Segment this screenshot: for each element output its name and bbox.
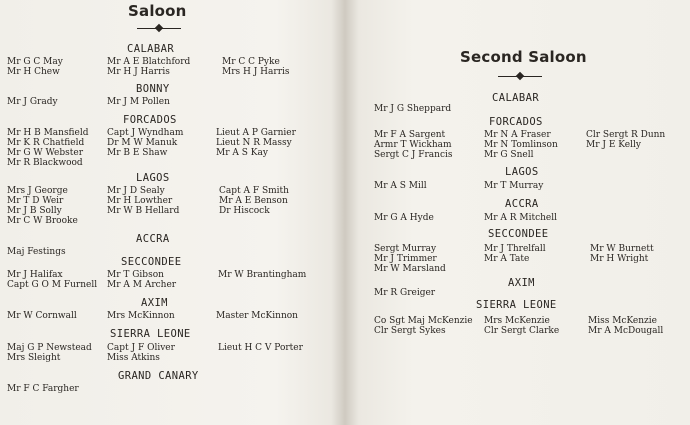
passenger-name: Mrs McKenzie xyxy=(484,316,550,326)
passenger-name: Mr A S Mill xyxy=(374,181,427,191)
passenger-name: Mr H Lowther xyxy=(107,196,173,206)
passenger-column xyxy=(222,57,290,77)
passenger-name: Mr A R Mitchell xyxy=(484,213,558,223)
passenger-name: Mr W B Hellard xyxy=(107,206,180,216)
passenger-name: Mrs Sleight xyxy=(7,353,61,363)
passenger-name: Mr W Burnett xyxy=(590,244,654,254)
passenger-column xyxy=(7,384,79,394)
passenger-column xyxy=(590,244,654,264)
passenger-column xyxy=(107,97,170,107)
passenger-name: Dr Hiscock xyxy=(219,206,270,216)
section-heading: GRAND CANARY xyxy=(118,370,199,382)
section-heading: AXIM xyxy=(508,277,535,289)
passenger-column xyxy=(107,186,179,216)
section-heading: FORCADOS xyxy=(123,114,177,126)
passenger-name: Maj Festings xyxy=(7,247,66,257)
passenger-name: Capt J F Oliver xyxy=(107,343,175,353)
passenger-column xyxy=(7,311,77,321)
passenger-name: Armr T Wickham xyxy=(374,140,452,150)
passenger-name: Miss Atkins xyxy=(107,353,160,363)
passenger-name: Lieut N R Massy xyxy=(216,138,292,148)
passenger-column xyxy=(484,181,543,191)
section-heading: SIERRA LEONE xyxy=(110,328,191,340)
section-heading: LAGOS xyxy=(136,172,170,184)
passenger-name: Mr W Marsland xyxy=(374,264,446,274)
passenger-name: Sergt C J Francis xyxy=(374,150,453,160)
passenger-name: Mr W Cornwall xyxy=(7,311,77,321)
passenger-name: Mr J B Solly xyxy=(7,206,62,216)
passenger-name: Mr A M Archer xyxy=(107,280,177,290)
section-heading: LAGOS xyxy=(505,166,539,178)
passenger-column xyxy=(107,57,190,77)
passenger-column xyxy=(484,244,546,264)
passenger-name: Mrs McKinnon xyxy=(107,311,175,321)
passenger-column xyxy=(107,343,175,363)
passenger-name: Mrs H J Harris xyxy=(222,67,290,77)
passenger-column xyxy=(7,270,97,290)
passenger-name: Capt J Wyndham xyxy=(107,128,184,138)
passenger-name: Miss McKenzie xyxy=(588,316,657,326)
passenger-name: Mr R Blackwood xyxy=(7,158,83,168)
passenger-column xyxy=(7,97,58,107)
page-title: Second Saloon xyxy=(460,48,587,66)
passenger-column xyxy=(216,311,298,321)
passenger-name: Mr F A Sargent xyxy=(374,130,446,140)
passenger-column xyxy=(7,343,92,363)
passenger-name: Mr H Chew xyxy=(7,67,60,77)
passenger-column xyxy=(218,270,306,280)
passenger-name: Mr W Brantingham xyxy=(218,270,307,280)
passenger-column xyxy=(484,130,558,160)
passenger-name: Mr A E Blatchford xyxy=(107,57,191,67)
passenger-name: Maj G P Newstead xyxy=(7,343,92,353)
passenger-column xyxy=(219,186,289,216)
passenger-column xyxy=(484,316,559,336)
passenger-name: Mr H Wright xyxy=(590,254,649,264)
passenger-column xyxy=(374,244,446,274)
passenger-name: Mr J M Pollen xyxy=(107,97,170,107)
passenger-name: Lieut A P Garnier xyxy=(216,128,296,138)
section-heading: ACCRA xyxy=(136,233,170,245)
passenger-column xyxy=(7,57,63,77)
section-heading: CALABAR xyxy=(492,92,540,104)
passenger-name: Co Sgt Maj McKenzie xyxy=(374,316,473,326)
passenger-name: Mr J Grady xyxy=(7,97,58,107)
passenger-name: Mrs J George xyxy=(7,186,68,196)
passenger-column xyxy=(216,128,296,158)
section-heading: ACCRA xyxy=(505,198,539,210)
passenger-name: Mr G W Webster xyxy=(7,148,84,158)
passenger-name: Clr Sergt R Dunn xyxy=(586,130,666,140)
section-heading: SECCONDEE xyxy=(488,228,549,240)
passenger-name: Mr B E Shaw xyxy=(107,148,168,158)
passenger-name: Mr A Tate xyxy=(484,254,530,264)
passenger-column xyxy=(588,316,663,336)
section-heading: FORCADOS xyxy=(489,116,543,128)
section-heading: CALABAR xyxy=(127,43,175,55)
passenger-name: Mr G C May xyxy=(7,57,63,67)
passenger-name: Mr J Halifax xyxy=(7,270,63,280)
passenger-column xyxy=(374,316,473,336)
passenger-column xyxy=(218,343,303,353)
passenger-name: Dr M W Manuk xyxy=(107,138,178,148)
passenger-column xyxy=(374,213,434,223)
passenger-name: Mr J E Kelly xyxy=(586,140,641,150)
passenger-column xyxy=(107,270,176,290)
passenger-name: Capt A F Smith xyxy=(219,186,289,196)
passenger-name: Mr T D Weir xyxy=(7,196,64,206)
section-heading: SECCONDEE xyxy=(121,256,182,268)
passenger-name: Clr Sergt Clarke xyxy=(484,326,560,336)
section-heading: AXIM xyxy=(141,297,168,309)
passenger-name: Mr R Greiger xyxy=(374,288,436,298)
passenger-name: Mr K R Chatfield xyxy=(7,138,85,148)
title-ornament xyxy=(137,27,181,30)
passenger-name: Master McKinnon xyxy=(216,311,298,321)
passenger-name: Mr A S Kay xyxy=(216,148,268,158)
passenger-name: Mr J D Sealy xyxy=(107,186,165,196)
passenger-name: Clr Sergt Sykes xyxy=(374,326,446,336)
passenger-name: Mr N A Fraser xyxy=(484,130,551,140)
passenger-column xyxy=(7,186,78,226)
passenger-name: Mr N Tomlinson xyxy=(484,140,558,150)
passenger-name: Mr T Murray xyxy=(484,181,544,191)
passenger-name: Mr G A Hyde xyxy=(374,213,434,223)
passenger-name: Mr C C Pyke xyxy=(222,57,280,67)
passenger-column xyxy=(374,288,435,298)
second-saloon-page xyxy=(352,0,690,425)
passenger-column xyxy=(586,130,665,150)
passenger-column xyxy=(7,128,89,168)
passenger-column xyxy=(374,130,453,160)
page-title: Saloon xyxy=(128,2,187,20)
passenger-name: Mr C W Brooke xyxy=(7,216,78,226)
passenger-name: Mr T Gibson xyxy=(107,270,164,280)
passenger-column xyxy=(374,181,427,191)
section-heading: BONNY xyxy=(136,83,170,95)
passenger-column xyxy=(7,247,66,257)
passenger-name: Mr F C Fargher xyxy=(7,384,79,394)
passenger-name: Mr H J Harris xyxy=(107,67,170,77)
passenger-column xyxy=(484,213,557,223)
passenger-name: Sergt Murray xyxy=(374,244,437,254)
passenger-column xyxy=(107,128,183,158)
saloon-page xyxy=(0,0,338,425)
section-heading: SIERRA LEONE xyxy=(476,299,557,311)
passenger-column xyxy=(374,104,451,114)
passenger-name: Capt G O M Furnell xyxy=(7,280,98,290)
passenger-name: Lieut H C V Porter xyxy=(218,343,303,353)
passenger-name: Mr J G Sheppard xyxy=(374,104,452,114)
title-ornament xyxy=(498,75,542,78)
passenger-name: Mr A McDougall xyxy=(588,326,664,336)
passenger-name: Mr H B Mansfield xyxy=(7,128,89,138)
passenger-name: Mr J Threlfall xyxy=(484,244,546,254)
passenger-name: Mr G Snell xyxy=(484,150,534,160)
passenger-name: Mr J Trimmer xyxy=(374,254,437,264)
passenger-column xyxy=(107,311,175,321)
passenger-name: Mr A E Benson xyxy=(219,196,288,206)
